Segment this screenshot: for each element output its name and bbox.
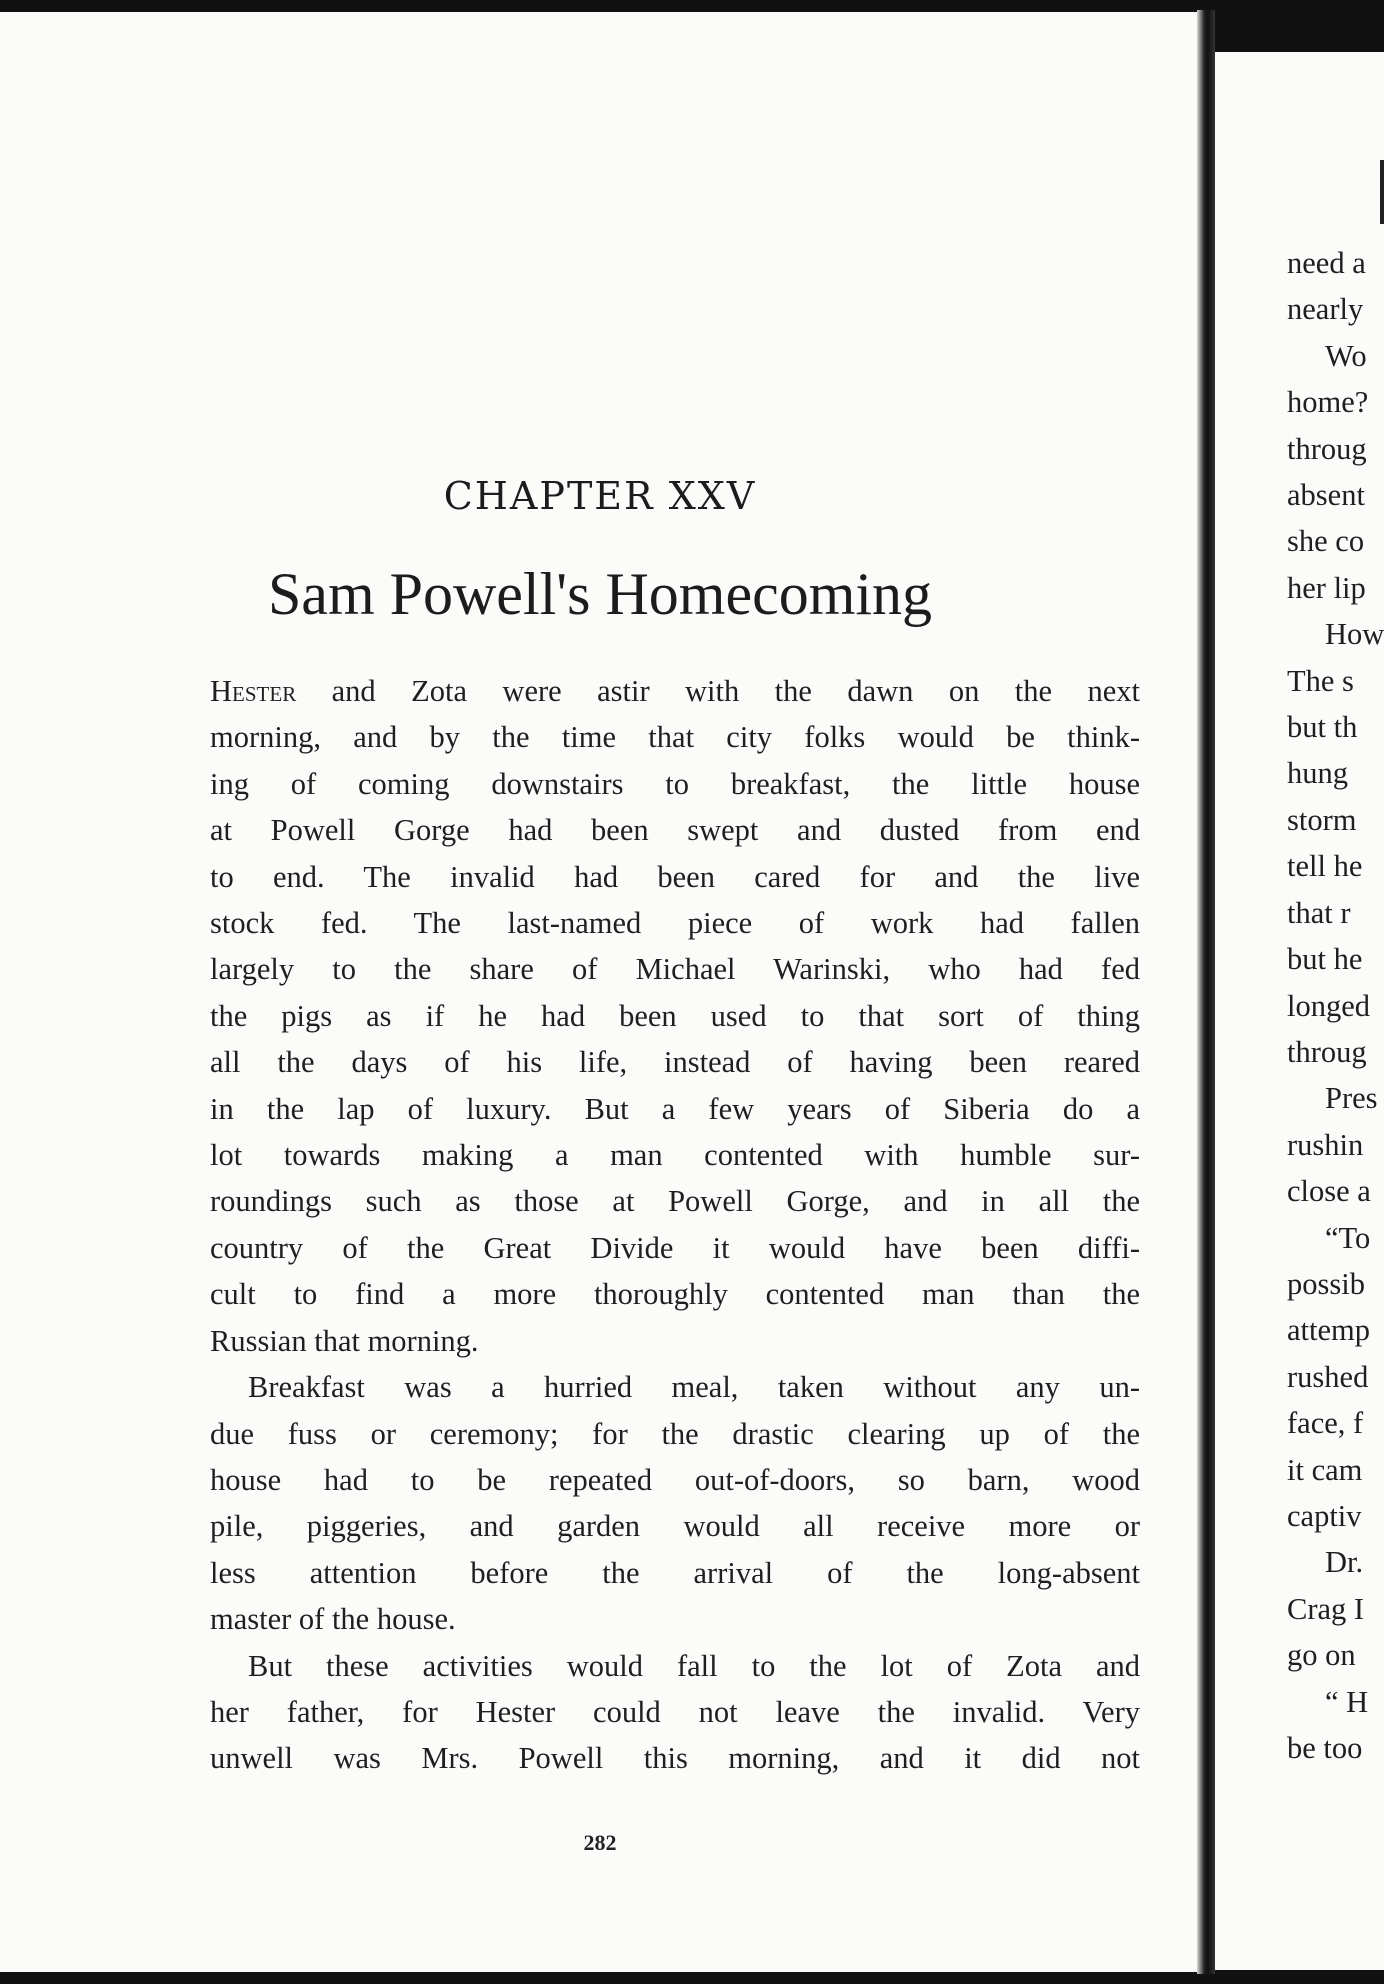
text-line: at Powell Gorge had been swept and dusted from end (210, 813, 1140, 848)
text-line: but he (1287, 942, 1363, 977)
text-line: rushin (1287, 1127, 1364, 1162)
text-line: her father, for Hester could not leave the invalid. Very (210, 1694, 1140, 1729)
text-line: master of the house. (210, 1602, 456, 1637)
text-line: close a (1287, 1174, 1371, 1209)
text-line: Crag I (1287, 1591, 1365, 1626)
text-line: The s (1287, 663, 1354, 698)
text-line: her lip (1287, 570, 1366, 605)
right-page (1215, 52, 1384, 1970)
text-line: to end. The invalid had been cared for and the live (210, 859, 1140, 894)
text-line: roundings such as those at Powell Gorge, and in all the (210, 1184, 1140, 1219)
text-line: Wo (1325, 338, 1367, 373)
text-line: Dr. (1325, 1545, 1364, 1580)
text-line: Breakfast was a hurried meal, taken without any un- (248, 1370, 1140, 1405)
text-line: less attention before the arrival of the long-absent (210, 1555, 1140, 1590)
left-page (0, 12, 1200, 1972)
text-line: due fuss or ceremony; for the drastic clearing up of the (210, 1416, 1140, 1451)
text-line: ing of coming downstairs to breakfast, the little house (210, 766, 1140, 801)
text-line: be too (1287, 1731, 1363, 1765)
text-line: absent (1287, 478, 1365, 513)
text-line: nearly (1287, 292, 1364, 327)
text-line: it cam (1287, 1452, 1363, 1487)
text-line: in the lap of luxury. But a few years of Siberia do a (210, 1091, 1140, 1126)
text-line: “ H (1325, 1684, 1369, 1719)
text-line: How (1325, 617, 1384, 652)
right-page-text (1287, 240, 1384, 1771)
text-line: cult to find a more thoroughly contented man than the (210, 1277, 1140, 1312)
text-line: hung (1287, 756, 1348, 791)
text-line: captiv (1287, 1498, 1362, 1533)
text-line: country of the Great Divide it would have been diffi- (210, 1230, 1140, 1265)
text-line: Russian that morning. (210, 1323, 479, 1358)
text-line: she co (1287, 524, 1365, 559)
chapter-title: Sam Powell's Homecoming (267, 561, 933, 627)
running-head-fragment (1380, 160, 1384, 224)
text-line: lot towards making a man contented with humble sur- (210, 1138, 1140, 1173)
text-line: need a (1287, 246, 1366, 280)
text-line: house had to be repeated out-of-doors, so barn, wood (210, 1462, 1140, 1497)
text-line: storm (1287, 802, 1357, 837)
text-line: Pres (1325, 1081, 1378, 1116)
drop-word: Hester (210, 674, 297, 708)
text-line: morning, and by the time that city folks would be think- (210, 720, 1140, 755)
text-line: But these activities would fall to the lot of Zota and (248, 1648, 1140, 1683)
text-line: longed (1287, 988, 1371, 1023)
text-line: pile, piggeries, and garden would all receive more or (210, 1509, 1140, 1544)
text-line: attemp (1287, 1313, 1370, 1348)
text-line: face, f (1287, 1406, 1364, 1441)
text-line: largely to the share of Michael Warinski, who had fed (210, 952, 1140, 987)
text-line: that r (1287, 895, 1351, 930)
text-line: tell he (1287, 849, 1363, 884)
text-line: rushed (1287, 1359, 1369, 1394)
text-line: all the days of his life, instead of having been reared (210, 1045, 1140, 1080)
text-line: stock fed. The last-named piece of work had fallen (210, 906, 1140, 941)
book-gutter (1197, 10, 1215, 1974)
text-line: the pigs as if he had been used to that sort of thing (210, 998, 1140, 1033)
text-line: but th (1287, 710, 1358, 745)
text-line: Hester and Zota were astir with the dawn on the next (210, 674, 1140, 708)
text-line: throug (1287, 1034, 1367, 1069)
chapter-heading: CHAPTER XXV (443, 474, 757, 518)
text-line: unwell was Mrs. Powell this morning, and it did not (210, 1741, 1140, 1776)
page-number: 282 (583, 1830, 617, 1855)
text-line: throug (1287, 431, 1367, 466)
text-line: “To (1325, 1220, 1371, 1255)
body-text (210, 668, 1140, 1782)
text-line: go on (1287, 1638, 1356, 1673)
text-line: possib (1287, 1266, 1365, 1301)
text-line: home? (1287, 385, 1369, 420)
